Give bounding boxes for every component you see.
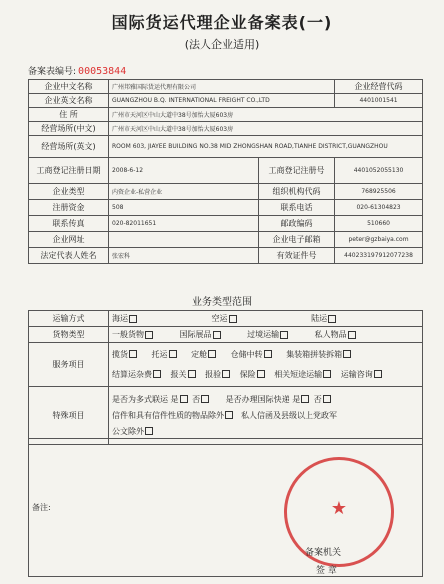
service-option[interactable]: 相关短途运输 (274, 370, 333, 379)
page-title: 国际货运代理企业备案表(一) (111, 13, 333, 32)
address-value: 广州市天河区中山大道中38号加怡大厦603房 (109, 108, 423, 122)
seal-star-icon: ★ (330, 498, 348, 519)
transport-option-sea[interactable]: 海运 (112, 314, 139, 323)
org-code-label: 组织机构代码 (259, 184, 335, 200)
fax-label: 联系传真 (29, 216, 109, 232)
capital-value: 508 (109, 200, 259, 216)
service-option[interactable]: 报验 (205, 370, 232, 379)
checkbox-icon (348, 331, 356, 339)
email-label: 企业电子邮箱 (259, 232, 335, 248)
checkbox-icon (225, 411, 233, 419)
special-label: 特殊项目 (29, 387, 109, 445)
checkbox-icon (229, 315, 237, 323)
site-en-value: ROOM 603, JIAYEE BUILDING NO.38 MID ZHONGSHAN ROAD,TIANHE DISTRICT,GUANGZHOU (109, 136, 423, 158)
checkbox-icon (280, 331, 288, 339)
goods-label: 货物类型 (29, 327, 109, 343)
type-label: 企业类型 (29, 184, 109, 200)
checkbox-icon (145, 331, 153, 339)
cn-name-label: 企业中文名称 (29, 80, 109, 94)
checkbox-icon (323, 370, 331, 378)
id-label: 有效证件号 (259, 248, 335, 264)
service-line-2 (112, 365, 419, 385)
org-code-value: 768925506 (335, 184, 423, 200)
checkbox-icon (213, 331, 221, 339)
website-label: 企业网址 (29, 232, 109, 248)
goods-option-general[interactable]: 一般货物 (112, 330, 155, 339)
checkbox-icon (374, 370, 382, 378)
reg-date-label: 工商登记注册日期 (29, 158, 109, 184)
postcode-label: 邮政编码 (259, 216, 335, 232)
type-value: 内资企业-私营企业 (109, 184, 259, 200)
capital-label: 注册资金 (29, 200, 109, 216)
checkbox-icon (188, 370, 196, 378)
legal-rep-value: 张宏科 (109, 248, 259, 264)
service-option[interactable]: 揽货 (112, 350, 139, 359)
goods-option-transit[interactable]: 过境运输 (247, 330, 290, 339)
checkbox-icon (323, 395, 331, 403)
checkbox-icon (208, 350, 216, 358)
service-option[interactable]: 结算运杂费 (112, 370, 163, 379)
enterprise-info-table (28, 79, 423, 264)
authority-label: 备案机关 (305, 548, 342, 558)
checkbox-icon (169, 350, 177, 358)
service-option[interactable]: 仓储中转 (231, 350, 274, 359)
page-subtitle: (法人企业适用) (184, 38, 260, 51)
id-value: 440233197912077238 (335, 248, 423, 264)
service-option[interactable]: 保险 (240, 370, 267, 379)
website-value (109, 232, 259, 248)
phone-label: 联系电话 (259, 200, 335, 216)
transport-option-land[interactable]: 陆运 (311, 314, 338, 323)
checkbox-icon (180, 395, 188, 403)
postcode-value: 510660 (335, 216, 423, 232)
reg-no-label: 工商登记注册号 (259, 158, 335, 184)
biz-code-value: 4401001541 (335, 94, 423, 108)
sign-label: 签 章 (316, 566, 337, 576)
legal-rep-label: 法定代表人姓名 (29, 248, 109, 264)
transport-label: 运输方式 (29, 311, 109, 327)
checkbox-icon (201, 395, 209, 403)
site-cn-label: 经营场所(中文) (29, 122, 109, 136)
service-option[interactable]: 定舱 (191, 350, 218, 359)
transport-options (109, 311, 423, 327)
en-name-value: GUANGZHOU B.Q. INTERNATIONAL FREIGHT CO.,LTD (109, 94, 335, 108)
special-options (109, 387, 423, 445)
goods-options (109, 327, 423, 343)
checkbox-icon (264, 350, 272, 358)
multimodal-no[interactable]: 否 (192, 395, 211, 404)
service-option[interactable]: 集装箱拼装拆箱 (286, 350, 353, 359)
registration-number-value: 00053844 (78, 66, 127, 77)
checkbox-icon (328, 315, 336, 323)
service-option[interactable]: 报关 (171, 370, 198, 379)
service-line-1 (112, 345, 419, 365)
express-no[interactable]: 否 (314, 395, 333, 404)
registration-number-line (28, 64, 126, 77)
checkbox-icon (257, 370, 265, 378)
address-label: 住 所 (29, 108, 109, 122)
goods-option-exhibits[interactable]: 国际展品 (180, 330, 223, 339)
checkbox-icon (343, 350, 351, 358)
checkbox-icon (301, 395, 309, 403)
reg-no-value: 4401052055130 (335, 158, 423, 184)
email-value: peter@gzbaiya.com (335, 232, 423, 248)
service-option[interactable]: 运输咨询 (341, 370, 384, 379)
phone-value: 020-61304823 (335, 200, 423, 216)
transport-option-air[interactable]: 空运 (212, 314, 239, 323)
special-line-1: 是否为多式联运 是 否 是否办理国际快递 是 否 (112, 392, 419, 408)
remarks-label: 备注: (32, 503, 51, 512)
registration-number-label: 备案表编号: (28, 67, 77, 77)
site-cn-value: 广州市天河区中山大道中38号加怡大厦603房 (109, 122, 423, 136)
biz-code-label: 企业经营代码 (335, 80, 423, 94)
service-option[interactable]: 托运 (152, 350, 179, 359)
express-yes[interactable]: 是 (292, 395, 311, 404)
special-line-3: 公文除外 (112, 424, 419, 440)
service-options (109, 343, 423, 387)
en-name-label: 企业英文名称 (29, 94, 109, 108)
checkbox-icon (129, 315, 137, 323)
checkbox-icon (129, 350, 137, 358)
site-en-label: 经营场所(英文) (29, 136, 109, 158)
fax-value: 020-82011651 (109, 216, 259, 232)
goods-option-personal[interactable]: 私人物品 (315, 330, 358, 339)
business-scope-title: 业务类型范围 (192, 297, 252, 308)
multimodal-yes[interactable]: 是 (171, 395, 190, 404)
checkbox-icon (153, 370, 161, 378)
special-line-2: 信件和具有信件性质的物品除外 私人信函及县级以上党政军 (112, 410, 337, 420)
checkbox-icon (145, 427, 153, 435)
cn-name-value: 广州邦雅国际货运代理有限公司 (109, 80, 335, 94)
reg-date-value: 2008-6-12 (109, 158, 259, 184)
business-scope-table (28, 310, 423, 445)
service-label: 服务项目 (29, 343, 109, 387)
checkbox-icon (222, 370, 230, 378)
